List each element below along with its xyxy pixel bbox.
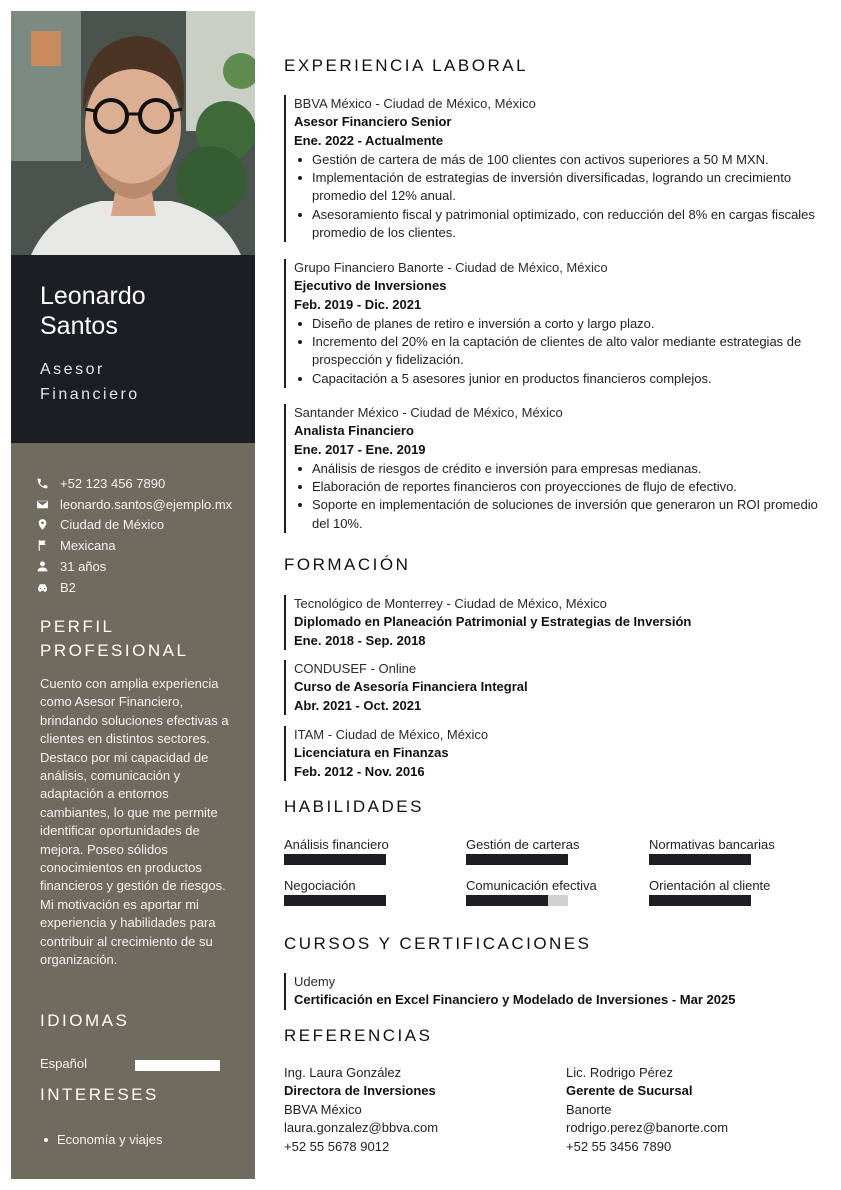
reference-item: [566, 1064, 728, 1156]
experience-bullets: [294, 151, 819, 242]
skill-level-fill: [466, 895, 548, 906]
skill-item: [466, 877, 626, 906]
car-icon: [35, 580, 49, 594]
contact-license-text: B2: [60, 579, 76, 595]
contact-nationality: [35, 535, 250, 556]
skill-level-bar: [649, 895, 751, 906]
job-title-line-2: Financiero: [40, 386, 140, 403]
experience-org: BBVA México - Ciudad de México, México: [294, 96, 536, 111]
experience-item: [284, 95, 819, 242]
language-level-bar: [135, 1060, 220, 1071]
education-org: CONDUSEF - Online: [294, 661, 417, 676]
experience-bullet: Asesoramiento fiscal y patrimonial optimizado, con reducción del 8% en cargas fiscales promedio de los clientes.: [294, 206, 819, 243]
phone-icon: [35, 476, 49, 490]
experience-dates: Ene. 2022 - Actualmente: [294, 132, 444, 148]
sidebar: [11, 11, 255, 1179]
experience-bullet: Capacitación a 5 asesores junior en productos financieros complejos.: [294, 370, 819, 388]
experience-item: [284, 259, 819, 388]
contact-license: [35, 577, 250, 598]
contact-list: [35, 473, 250, 598]
reference-role: Directora de Inversiones: [284, 1083, 436, 1099]
contact-phone: [35, 473, 250, 494]
education-dates: Feb. 2012 - Nov. 2016: [294, 763, 425, 779]
skill-name: Negociación: [284, 878, 356, 893]
reference-name: Ing. Laura González: [284, 1065, 402, 1080]
contact-phone-text: +52 123 456 7890: [60, 475, 166, 491]
skills-heading: HABILIDADES: [284, 797, 424, 816]
bullet-dot: [44, 1138, 48, 1142]
interests-heading: INTERESES: [40, 1085, 159, 1104]
skill-level-fill: [649, 895, 751, 906]
education-dates: Ene. 2018 - Sep. 2018: [294, 632, 426, 648]
first-name: Leonardo: [40, 282, 146, 310]
skill-name: Comunicación efectiva: [466, 878, 597, 893]
skill-item: [284, 877, 444, 906]
contact-location-text: Ciudad de México: [60, 517, 165, 533]
education-org: ITAM - Ciudad de México, México: [294, 727, 489, 742]
job-title: [40, 357, 140, 407]
course-item: [284, 973, 819, 1010]
reference-name: Lic. Rodrigo Pérez: [566, 1065, 673, 1080]
experience-org: Santander México - Ciudad de México, México: [294, 405, 563, 420]
skill-name: Gestión de carteras: [466, 837, 580, 852]
education-degree: Diplomado en Planeación Patrimonial y Estrategias de Inversión: [294, 614, 692, 630]
skill-name: Normativas bancarias: [649, 837, 775, 852]
flag-icon: [35, 539, 49, 553]
profile-photo: [11, 11, 255, 255]
experience-role: Ejecutivo de Inversiones: [294, 278, 447, 294]
contact-age: [35, 556, 250, 577]
skill-level-bar: [466, 895, 568, 906]
course-title: Certificación en Excel Financiero y Modelado de Inversiones - Mar 2025: [294, 992, 736, 1008]
experience-bullets: [294, 315, 819, 388]
experience-role: Analista Financiero: [294, 423, 414, 439]
experience-bullet: Soporte en implementación de soluciones de inversión que generaron un ROI promedio del 10%.: [294, 496, 819, 533]
reference-company: Banorte: [566, 1101, 612, 1117]
reference-phone: +52 55 5678 9012: [284, 1138, 390, 1154]
reference-role: Gerente de Sucursal: [566, 1083, 693, 1099]
job-title-line-1: Asesor: [40, 361, 105, 378]
skill-name: Orientación al cliente: [649, 878, 771, 893]
reference-company: BBVA México: [284, 1101, 362, 1117]
skill-item: [649, 836, 809, 865]
contact-nationality-text: Mexicana: [60, 538, 116, 554]
experience-bullet: Análisis de riesgos de crédito e inversión para empresas medianas.: [294, 460, 819, 478]
experience-bullet: Diseño de planes de retiro e inversión a corto y largo plazo.: [294, 315, 819, 333]
experience-dates: Feb. 2019 - Dic. 2021: [294, 296, 422, 312]
experience-bullet: Elaboración de reportes financieros con proyecciones de flujo de efectivo.: [294, 478, 819, 496]
reference-email: laura.gonzalez@bbva.com: [284, 1120, 439, 1136]
interest-text: Economía y viajes: [57, 1132, 163, 1147]
references-heading: REFERENCIAS: [284, 1026, 433, 1045]
experience-dates: Ene. 2017 - Ene. 2019: [294, 441, 426, 457]
experience-org: Grupo Financiero Banorte - Ciudad de México, México: [294, 260, 608, 275]
education-degree: Licenciatura en Finanzas: [294, 745, 449, 761]
courses-heading: CURSOS Y CERTIFICACIONES: [284, 934, 592, 953]
education-org: Tecnológico de Monterrey - Ciudad de México, México: [294, 596, 607, 611]
skill-level-fill: [284, 895, 386, 906]
skill-level-fill: [466, 854, 568, 865]
reference-phone: +52 55 3456 7890: [566, 1138, 672, 1154]
skills-grid: [284, 836, 824, 916]
language-name: Español: [40, 1056, 87, 1071]
profile-summary: Cuento con amplia experiencia como Asesor Financiero, brindando soluciones efectivas a clientes en distintos sectores. Destaco por mi capacidad de análisis, comunicación y adaptación a entornos cambiantes, lo que me permite identificar oportunidades de mejora. Poseo sólidos conocimientos en productos financieros y gestión de riesgos. Mi motivación es aportar mi experiencia y habilidades para contribuir al crecimiento de su organización.: [40, 676, 229, 968]
education-item: [284, 595, 819, 650]
contact-email: [35, 494, 250, 515]
profile-heading-line-2: PROFESIONAL: [40, 641, 189, 660]
language-level-fill: [135, 1060, 220, 1071]
skill-item: [466, 836, 626, 865]
experience-bullet: Incremento del 20% en la captación de clientes de alto valor mediante estrategias de prospección y fidelización.: [294, 333, 819, 370]
skill-level-bar: [284, 854, 386, 865]
education-item: [284, 660, 819, 715]
interest-item: [40, 1132, 163, 1147]
skill-level-bar: [466, 854, 568, 865]
course-provider: Udemy: [294, 974, 336, 989]
skill-level-fill: [284, 854, 386, 865]
person-icon: [35, 560, 49, 574]
skill-item: [649, 877, 809, 906]
reference-item: [284, 1064, 438, 1156]
education-dates: Abr. 2021 - Oct. 2021: [294, 697, 422, 713]
reference-email: rodrigo.perez@banorte.com: [566, 1120, 729, 1136]
education-heading: FORMACIÓN: [284, 555, 411, 574]
contact-age-text: 31 años: [60, 559, 107, 575]
contact-email-text: leonardo.santos@ejemplo.mx: [60, 496, 233, 512]
interests-list: [40, 1132, 163, 1147]
experience-item: [284, 404, 819, 533]
experience-heading: EXPERIENCIA LABORAL: [284, 56, 529, 75]
skill-level-bar: [284, 895, 386, 906]
full-name: [40, 281, 146, 341]
profile-heading: [40, 615, 188, 663]
language-item: [40, 1055, 230, 1075]
mail-icon: [35, 497, 49, 511]
education-degree: Curso de Asesoría Financiera Integral: [294, 679, 528, 695]
skill-level-fill: [649, 854, 751, 865]
languages-heading: IDIOMAS: [40, 1011, 130, 1030]
name-header: [11, 255, 255, 443]
profile-heading-line-1: PERFIL: [40, 617, 115, 636]
contact-location: [35, 515, 250, 536]
experience-bullets: [294, 460, 819, 533]
location-pin-icon: [35, 518, 49, 532]
education-item: [284, 726, 819, 781]
experience-bullet: Implementación de estrategias de inversión diversificadas, logrando un crecimiento promedio del 12% anual.: [294, 169, 819, 206]
skill-name: Análisis financiero: [284, 837, 389, 852]
skill-item: [284, 836, 444, 865]
skill-level-bar: [649, 854, 751, 865]
portrait-image: [11, 11, 255, 255]
last-name: Santos: [40, 312, 118, 340]
experience-role: Asesor Financiero Senior: [294, 114, 452, 130]
experience-bullet: Gestión de cartera de más de 100 clientes con activos superiores a 50 M MXN.: [294, 151, 819, 169]
